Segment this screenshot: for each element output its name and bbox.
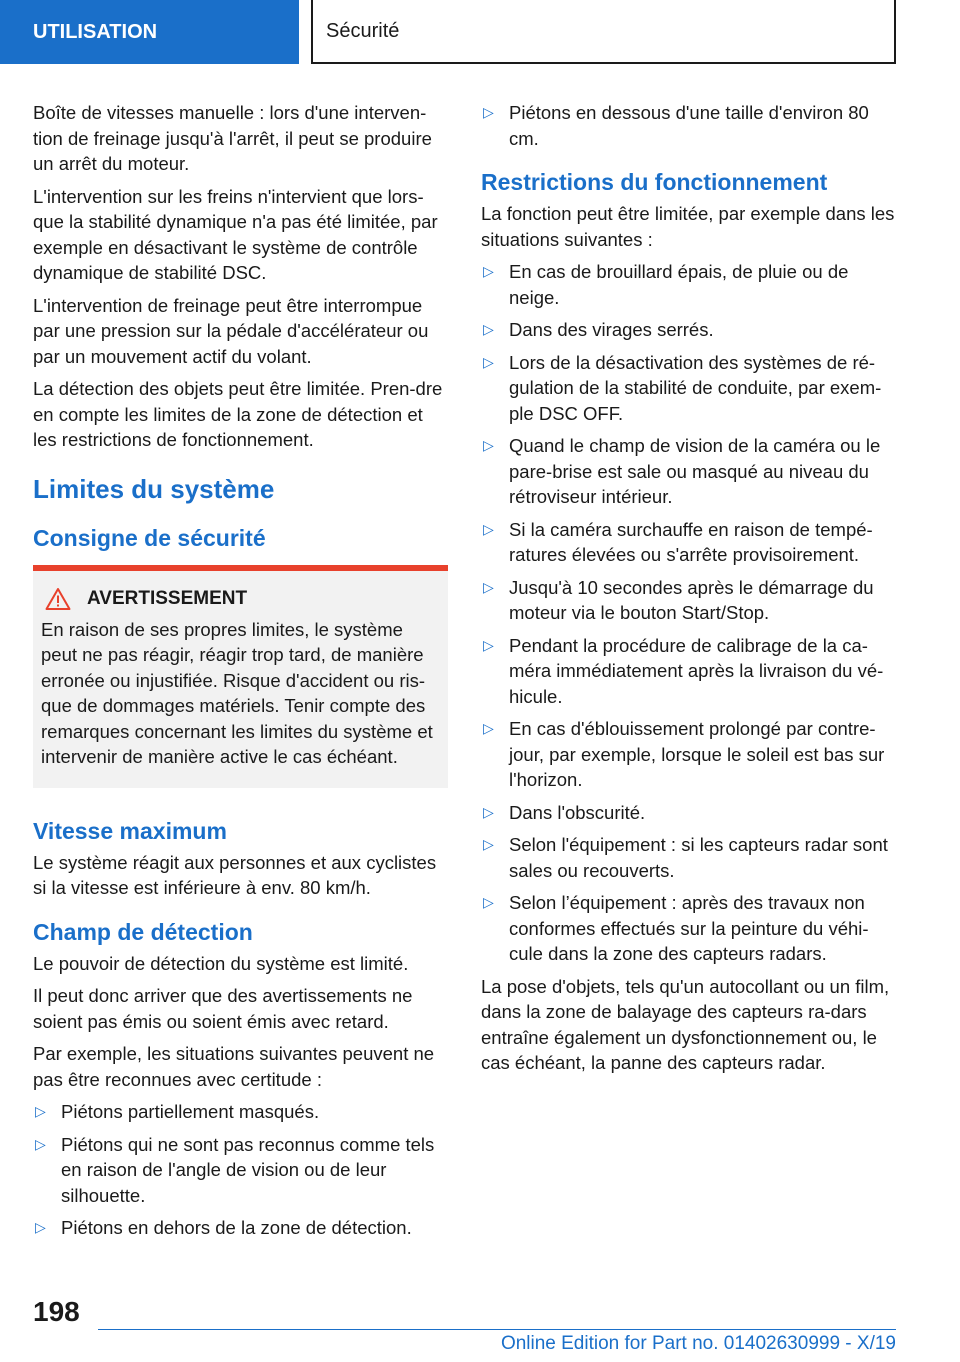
warning-box	[33, 565, 448, 788]
intro-paragraph: La détection des objets peut être limitée. Pren-dre en compte les limites de la zone de détection et les restrictions de fonctionnement.	[33, 378, 443, 450]
heading-system-limits: Limites du système	[33, 473, 275, 504]
list-item-text: En cas de brouillard épais, de pluie ou de neige.	[509, 261, 849, 308]
speed-paragraph: Le système réagit aux personnes et aux cyclistes si la vitesse est inférieure à env. 80 km/h.	[33, 851, 437, 898]
list-item-text: Si la caméra surchauffe en raison de tempé-ratures élevées ou s'arrête provisoirement.	[509, 518, 873, 565]
list-item-text: Selon l'équipement : si les capteurs radar sont sales ou recouverts.	[509, 834, 888, 881]
list-item	[481, 433, 896, 510]
list-item-text: Quand le champ de vision de la caméra ou le pare-brise est sale ou masqué au niveau du rétroviseur intérieur.	[509, 435, 881, 507]
triangle-bullet-icon: ▷	[483, 720, 494, 736]
closing-paragraph: La pose d'objets, tels qu'un autocollant ou un film, dans la zone de balayage des capteurs ra-dars entraîne également un dysfonctionnement ou, le cas échéant, la panne des capteurs radar.	[481, 975, 890, 1073]
triangle-bullet-icon: ▷	[35, 1103, 46, 1119]
triangle-bullet-icon: ▷	[483, 636, 494, 653]
list-item-text: Jusqu'à 10 secondes après le démarrage du moteur via le bouton Start/Stop.	[509, 576, 874, 623]
section-tab	[0, 0, 299, 64]
list-item	[481, 575, 896, 626]
triangle-bullet-icon: ▷	[483, 437, 494, 453]
heading-function-restrictions: Restrictions du fonctionnement	[481, 169, 828, 195]
page-header-title	[311, 0, 896, 64]
list-item-text: Piétons en dehors de la zone de détection.	[61, 1217, 412, 1238]
right-column	[481, 100, 896, 1083]
triangle-bullet-icon: ▷	[483, 263, 494, 279]
footer-edition: Online Edition for Part no. 01402630999 - X/19	[500, 1333, 896, 1354]
warning-header	[41, 587, 440, 611]
list-item-text: Piétons en dessous d'une taille d'environ 80 cm.	[509, 102, 869, 149]
triangle-bullet-icon: ▷	[35, 1135, 46, 1152]
list-item	[481, 832, 896, 883]
triangle-bullet-icon: ▷	[483, 836, 494, 852]
triangle-bullet-icon: ▷	[483, 803, 494, 820]
warning-triangle-icon	[45, 587, 71, 611]
heading-max-speed: Vitesse maximum	[33, 817, 227, 844]
triangle-bullet-icon: ▷	[483, 520, 494, 537]
detection-paragraph: Il peut donc arriver que des avertissements ne soient pas émis ou soient émis avec retard.	[33, 985, 413, 1032]
list-item-text: Dans l'obscurité.	[509, 801, 646, 823]
list-item-text: Selon l’équipement : après des travaux non conformes effectués sur la peinture du véhi-cule dans la zone des capteurs radars.	[509, 892, 869, 964]
list-item	[481, 100, 896, 151]
warning-title: AVERTISSEMENT	[87, 587, 248, 609]
detection-paragraph: Le pouvoir de détection du système est limité.	[33, 952, 409, 974]
page-header-title-label: Sécurité	[326, 19, 400, 42]
list-item	[481, 350, 896, 427]
restrictions-intro: La fonction peut être limitée, par exemple dans les situations suivantes :	[481, 203, 895, 250]
list-item-text: Lors de la désactivation des systèmes de ré-gulation de la stabilité de conduite, par exem-ple DSC OFF.	[509, 351, 882, 424]
detection-paragraph: Par exemple, les situations suivantes peuvent ne pas être reconnues avec certitude :	[33, 1043, 435, 1090]
list-item-text: Pendant la procédure de calibrage de la ca-méra immédiatement après la livraison du vé-hicule.	[509, 634, 884, 707]
list-item-text: Piétons partiellement masqués.	[61, 1101, 320, 1122]
heading-detection-field: Champ de détection	[33, 918, 253, 945]
intro-paragraph: L'intervention sur les freins n'intervient que lors-que la stabilité dynamique n'a pas été limitée, par exemple en désactivant le système de contrôle dynamique de stabilité DSC.	[33, 185, 438, 283]
triangle-bullet-icon: ▷	[483, 353, 494, 370]
detection-list	[33, 1099, 448, 1241]
list-item	[481, 517, 896, 568]
triangle-bullet-icon: ▷	[35, 1219, 46, 1235]
list-item	[481, 259, 896, 310]
heading-safety-notice: Consigne de sécurité	[33, 524, 266, 551]
list-item	[481, 317, 896, 343]
list-item	[481, 800, 896, 826]
triangle-bullet-icon: ▷	[483, 894, 494, 910]
triangle-bullet-icon: ▷	[483, 578, 494, 595]
footer-divider	[98, 1329, 896, 1330]
list-item-text: En cas d'éblouissement prolongé par contre-jour, par exemple, lorsque le soleil est bas sur l'horizon.	[509, 718, 885, 790]
list-item-text: Piétons qui ne sont pas reconnus comme tels en raison de l'angle de vision ou de leur silhouette.	[61, 1133, 435, 1206]
list-item	[33, 1132, 448, 1209]
list-item	[33, 1099, 448, 1125]
warning-text: En raison de ses propres limites, le système peut ne pas réagir, réagir trop tard, de manière erronée ou injustifiée. Risque d'accident ou ris-que de dommages matériels. Tenir compte des remarques concernant les limites du système et intervenir de manière active le cas échéant.	[41, 618, 433, 767]
list-item-text: Dans des virages serrés.	[509, 319, 714, 340]
list-item	[481, 716, 896, 793]
detection-list-continued	[481, 100, 896, 151]
intro-paragraph: Boîte de vitesses manuelle : lors d'une interven-tion de freinage jusqu'à l'arrêt, il peut se produire un arrêt du moteur.	[33, 102, 432, 174]
left-column	[33, 100, 448, 1248]
list-item	[481, 890, 896, 967]
list-item	[33, 1215, 448, 1241]
section-tab-label: UTILISATION	[33, 20, 158, 43]
page-number: 198	[33, 1296, 80, 1327]
triangle-bullet-icon: ▷	[483, 321, 494, 337]
triangle-bullet-icon: ▷	[483, 104, 494, 120]
restrictions-list	[481, 259, 896, 967]
intro-paragraph: L'intervention de freinage peut être interrompue par une pression sur la pédale d'accélérateur ou par un mouvement actif du volant.	[33, 294, 429, 367]
list-item	[481, 633, 896, 710]
